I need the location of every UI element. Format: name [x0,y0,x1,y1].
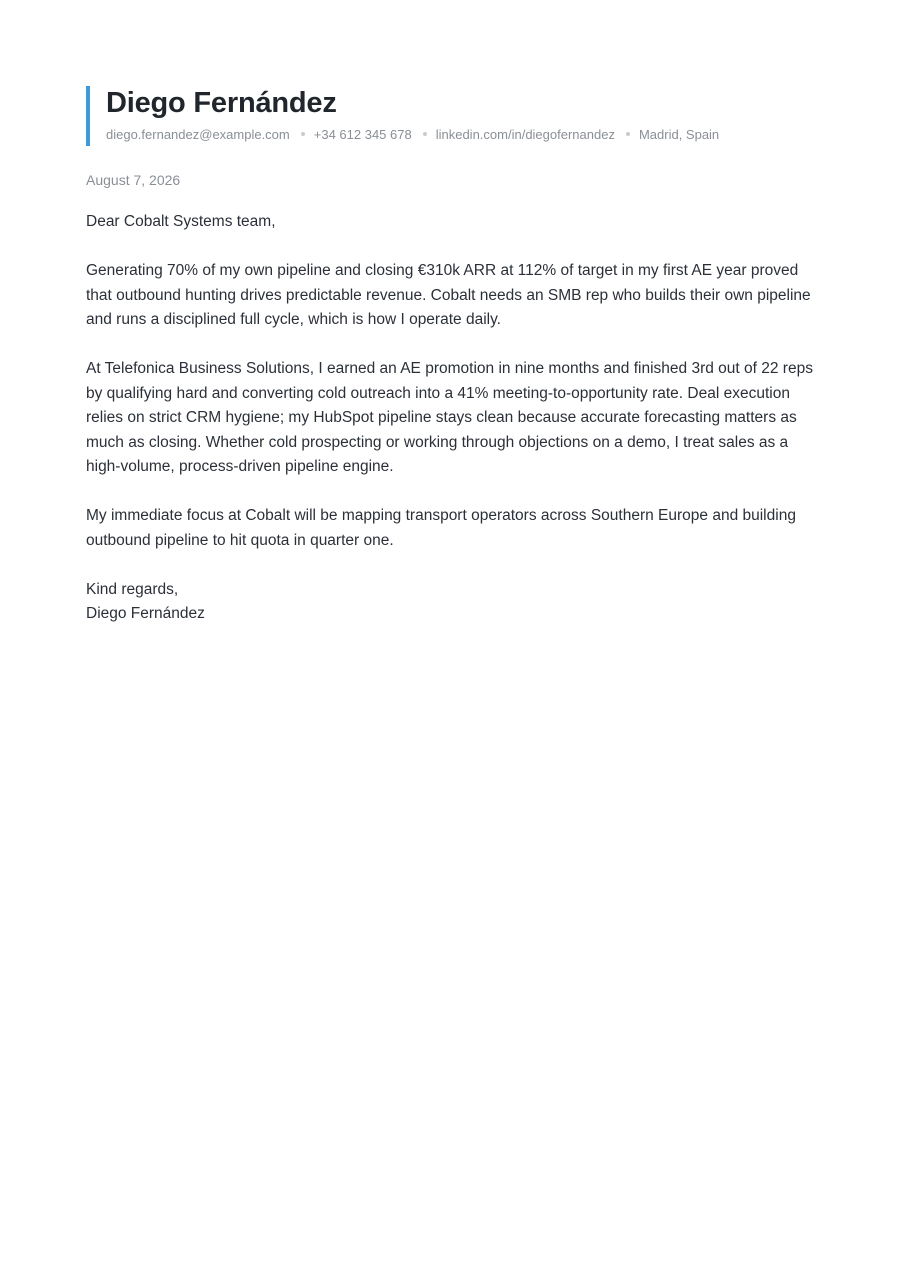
contact-linkedin[interactable]: linkedin.com/in/diegofernandez [435,127,615,142]
body-paragraph-3: My immediate focus at Cobalt will be mapping transport operators across Southern Europe and building outbound pipeline to hit quota in quarter one. [86,507,796,549]
separator-dot-icon [301,132,305,136]
separator-dot-icon [626,132,630,136]
header-accent-bar [86,86,90,146]
signature-name: Diego Fernández [86,605,205,622]
contact-email[interactable]: diego.fernandez@example.com [106,127,290,142]
body-paragraph-1: Generating 70% of my own pipeline and closing €310k ARR at 112% of target in my first AE year proved that outbound hunting drives predictable revenue. Cobalt needs an SMB rep who builds their own pipeline and runs a disciplined full cycle, which is how I operate daily. [86,262,811,328]
closing-block [86,578,816,627]
closing-phrase: Kind regards, [86,580,179,598]
letter-header [86,86,816,143]
salutation: Dear Cobalt Systems team, [86,213,276,230]
applicant-name: Diego Fernández [106,87,337,119]
letter-date: August 7, 2026 [86,172,181,188]
contact-phone[interactable]: +34 612 345 678 [313,127,412,142]
body-paragraph-2: At Telefonica Business Solutions, I earned an AE promotion in nine months and finished 3rd out of 22 reps by qualifying hard and converting cold outreach into a 41% meeting-to-opportunity rate. Deal execution relies on strict CRM hygiene; my HubSpot pipeline stays clean because accurate forecasting matters as much as closing. Whether cold prospecting or working through objections on a demo, I treat sales as a high-volume, process-driven pipeline engine. [86,360,813,475]
contact-location: Madrid, Spain [638,127,720,142]
cover-letter-page [86,86,816,627]
separator-dot-icon [423,132,427,136]
contact-line [106,127,816,143]
